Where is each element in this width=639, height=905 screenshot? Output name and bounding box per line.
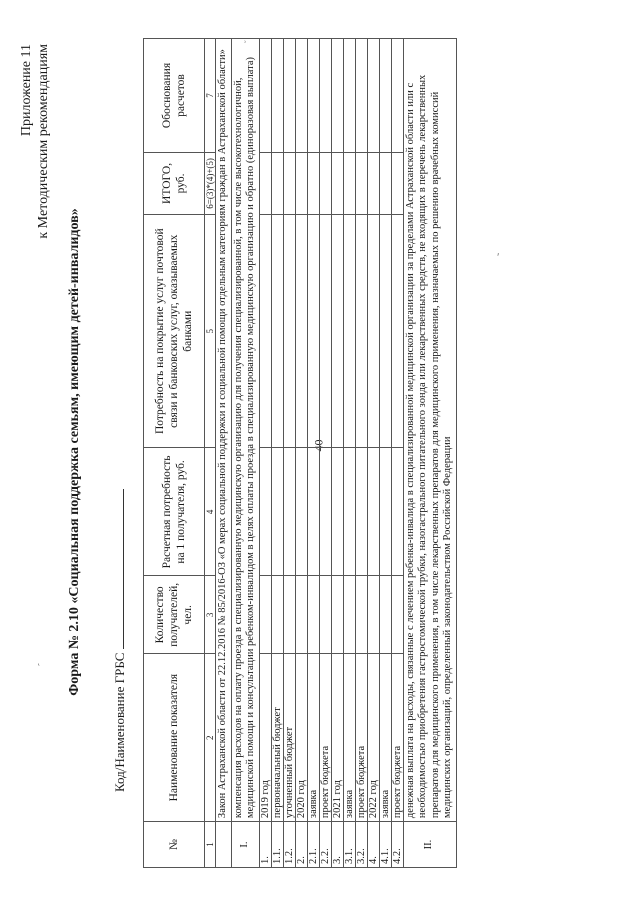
empty-cell [367, 448, 379, 576]
empty-cell [355, 214, 367, 448]
empty-cell [343, 152, 355, 214]
budget-table [143, 38, 457, 868]
law-row [216, 39, 232, 868]
empty-cell [331, 39, 343, 153]
empty-cell [259, 214, 271, 448]
table-row [271, 39, 283, 868]
row-label: 2020 год [295, 654, 307, 822]
empty-cell [307, 39, 319, 153]
law-text: Закон Астраханской области от 22.12.2016 № 85/2016-ОЗ «О мерах социальной поддержки и социальной помощи отдельным категориям граждан в Астраханской области» [216, 39, 232, 822]
empty-cell [295, 39, 307, 153]
empty-cell [391, 448, 403, 576]
empty-cell [379, 576, 391, 654]
header-cell: Потребность на покрытие услуг почтовой связи и банковских услуг, оказываемых банками [144, 214, 205, 448]
row-label: 2019 год [259, 654, 271, 822]
empty-cell [391, 152, 403, 214]
empty-cell [379, 214, 391, 448]
table-row [343, 39, 355, 868]
table-row [355, 39, 367, 868]
table-row [283, 39, 295, 868]
row-number: 2. [295, 822, 307, 868]
empty-cell [259, 39, 271, 153]
row-number: 3. [331, 822, 343, 868]
empty-cell [295, 152, 307, 214]
header-cell: ИТОГО, руб. [144, 152, 205, 214]
empty-cell [271, 576, 283, 654]
empty-cell [271, 39, 283, 153]
empty-cell [259, 448, 271, 576]
empty-cell [367, 39, 379, 153]
column-number: 7 [205, 39, 216, 153]
row-label: первоначальный бюджет [271, 654, 283, 822]
section-text: денежная выплата на расходы, связанные с лечением ребенка-инвалида в специализированной медицинской организации за пределами Астраханской области или с необходимостью приобретения гастростомической трубки, назогастрального питательного зонда или лекарственных средств, не входящих в перечень лекарственных препаратов для медицинского применения, в том числе лекарственных препаратов для медицинского применения, назначаемых по решению врачебных комиссий медицинских организаций, определенный законодательством Российской Федерации [403, 39, 456, 822]
empty-cell [343, 576, 355, 654]
row-label: уточненный бюджет [283, 654, 295, 822]
empty-cell [295, 214, 307, 448]
empty-cell [331, 214, 343, 448]
column-number: 2 [205, 654, 216, 822]
empty-cell [367, 152, 379, 214]
table-row [295, 39, 307, 868]
grbs-blank [111, 489, 124, 649]
header-cell: № [144, 822, 205, 868]
empty-cell [319, 576, 331, 654]
grbs-label: Код/Наименование ГРБС [112, 652, 127, 792]
scan-mark: ͺ [37, 652, 41, 666]
row-number: 1.2. [283, 822, 295, 868]
row-label: 2021 год [331, 654, 343, 822]
row-label: проект бюджета [391, 654, 403, 822]
law-empty-cell [216, 822, 232, 868]
empty-cell [391, 576, 403, 654]
empty-cell [355, 152, 367, 214]
empty-cell [307, 576, 319, 654]
empty-cell [283, 152, 295, 214]
empty-cell [319, 39, 331, 153]
empty-cell [367, 214, 379, 448]
row-number: 2.2. [319, 822, 331, 868]
rotated-page [10, 22, 630, 882]
empty-cell [319, 214, 331, 448]
header-cell: Количество получателей, чел. [144, 576, 205, 654]
section-row [231, 39, 259, 868]
row-label: заявка [343, 654, 355, 822]
table-row [259, 39, 271, 868]
row-label: заявка [379, 654, 391, 822]
section-row [403, 39, 456, 868]
column-number: 6=(3)*(4)+(5) [205, 152, 216, 214]
table-row [331, 39, 343, 868]
table-row [367, 39, 379, 868]
column-number: 3 [205, 576, 216, 654]
header-cell: Наименование показателя [144, 654, 205, 822]
empty-cell [331, 152, 343, 214]
empty-cell [355, 448, 367, 576]
form-title: Форма № 2.10 «Социальная поддержка семьям, имеющим детей-инвалидов» [67, 208, 82, 696]
section-text: компенсация расходов на оплату проезда в специализированную медицинскую организацию для получения специализированной, в том числе высокотехнологичной, медицинской помощи и консультации ребенком-инвалидом в целях оплаты проезда в специализированную медицинскую организацию и обратно (единоразовая выплата) [231, 39, 259, 822]
empty-cell [259, 576, 271, 654]
empty-cell [283, 576, 295, 654]
appendix-block [18, 44, 52, 239]
empty-cell [283, 39, 295, 153]
empty-cell [271, 448, 283, 576]
table-row [319, 39, 331, 868]
column-number: 4 [205, 448, 216, 576]
empty-cell [391, 39, 403, 153]
empty-cell [379, 448, 391, 576]
empty-cell [295, 576, 307, 654]
scan-mark: ʾ [243, 38, 247, 52]
row-number: 3.1. [343, 822, 355, 868]
row-label: проект бюджета [319, 654, 331, 822]
row-number: 3.2. [355, 822, 367, 868]
empty-cell [379, 39, 391, 153]
section-number: I. [231, 822, 259, 868]
column-number: 1 [205, 822, 216, 868]
empty-cell [307, 448, 319, 576]
row-label: 2022 год [367, 654, 379, 822]
row-label: заявка [307, 654, 319, 822]
row-number: 4. [367, 822, 379, 868]
empty-cell [283, 214, 295, 448]
empty-cell [307, 214, 319, 448]
row-label: проект бюджета [355, 654, 367, 822]
table-header-row [144, 39, 205, 868]
empty-cell [355, 39, 367, 153]
appendix-title: Приложение 11 [19, 44, 34, 137]
empty-cell [331, 448, 343, 576]
empty-cell [307, 152, 319, 214]
row-number: 1.1. [271, 822, 283, 868]
page-number: 40 [311, 439, 326, 452]
row-number: 1. [259, 822, 271, 868]
header-cell: Расчетная потребность на 1 получателя, руб. [144, 448, 205, 576]
row-number: 4.2. [391, 822, 403, 868]
section-number: II. [403, 822, 456, 868]
table-row [391, 39, 403, 868]
empty-cell [319, 448, 331, 576]
empty-cell [391, 214, 403, 448]
row-number: 2.1. [307, 822, 319, 868]
table-row [379, 39, 391, 868]
empty-cell [271, 152, 283, 214]
appendix-subtitle: к Методическим рекомендациям [36, 44, 51, 239]
empty-cell [259, 152, 271, 214]
empty-cell [367, 576, 379, 654]
empty-cell [343, 448, 355, 576]
empty-cell [379, 152, 391, 214]
empty-cell [319, 152, 331, 214]
empty-cell [295, 448, 307, 576]
empty-cell [343, 214, 355, 448]
column-number: 5 [205, 214, 216, 448]
table-row [307, 39, 319, 868]
empty-cell [271, 214, 283, 448]
column-number-row [205, 39, 216, 868]
empty-cell [355, 576, 367, 654]
row-number: 4.1. [379, 822, 391, 868]
scan-mark: ʹ [497, 250, 500, 264]
empty-cell [343, 39, 355, 153]
header-cell: Обоснования расчетов [144, 39, 205, 153]
grbs-field [111, 489, 128, 792]
empty-cell [283, 448, 295, 576]
empty-cell [331, 576, 343, 654]
